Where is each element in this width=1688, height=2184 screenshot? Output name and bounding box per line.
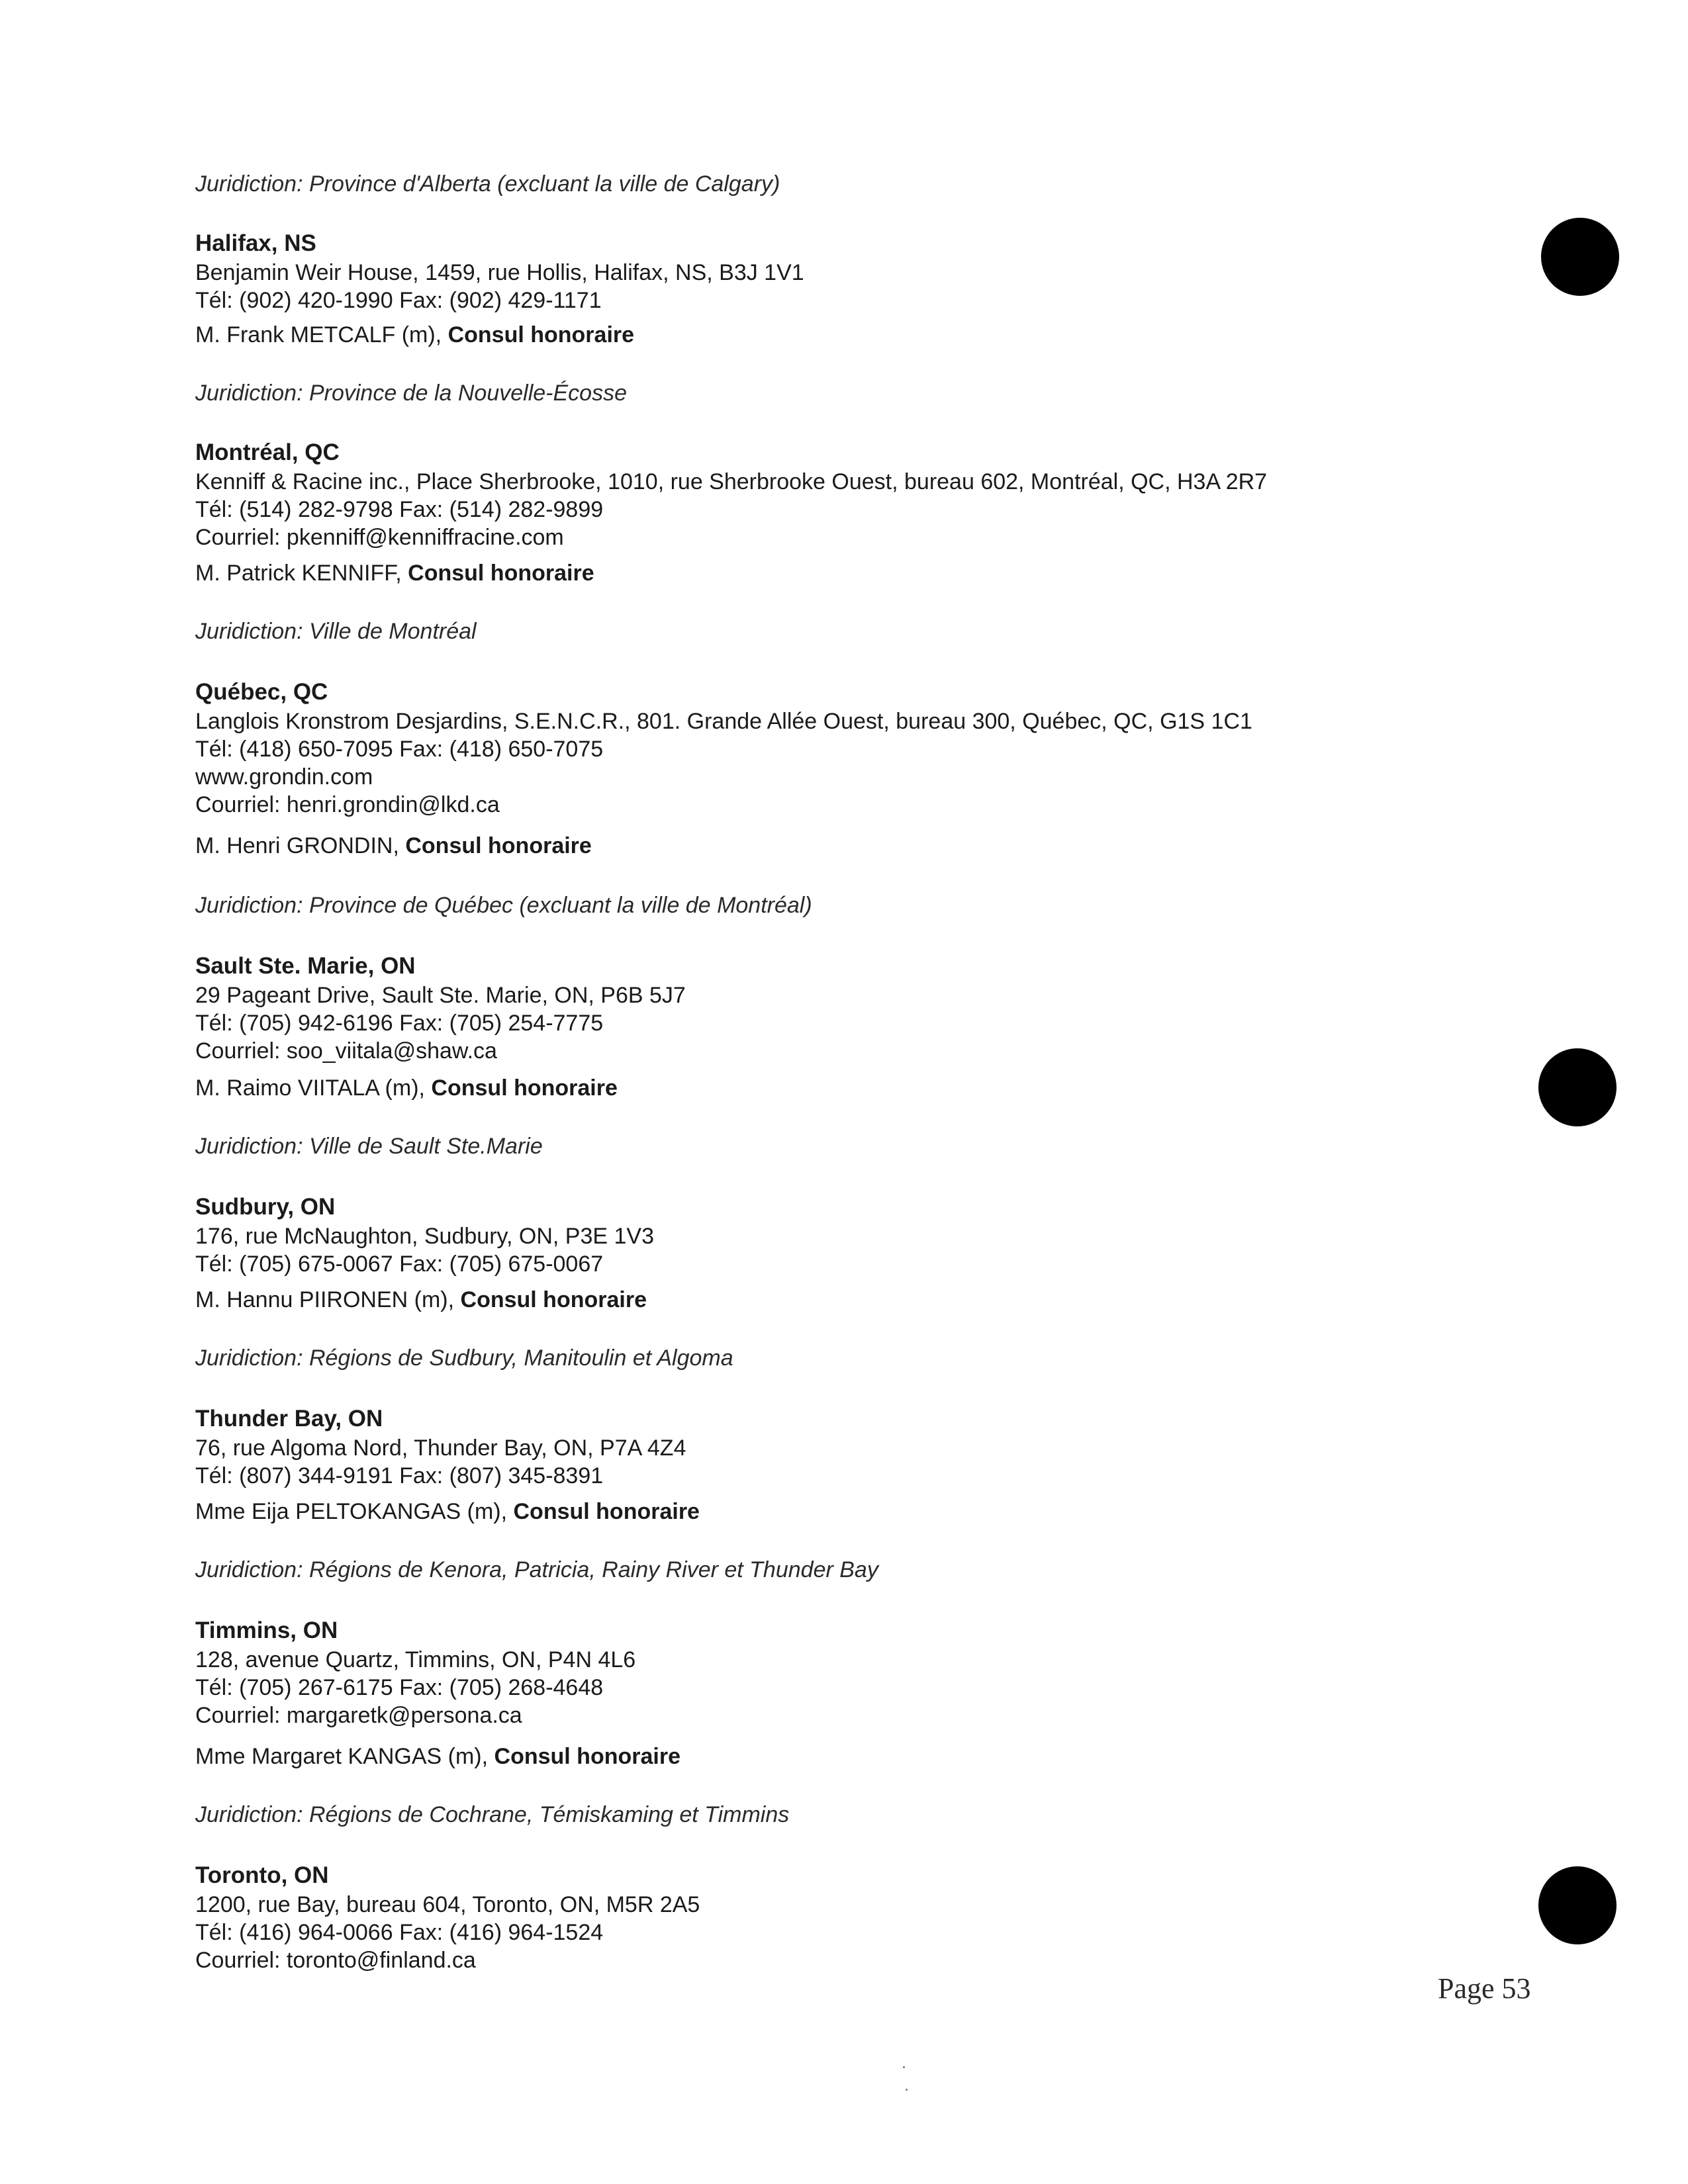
scan-speck [903, 2066, 905, 2068]
entry-address: 128, avenue Quartz, Timmins, ON, P4N 4L6 [195, 1647, 636, 1672]
contact-person: M. Raimo VIITALA (m), [195, 1075, 432, 1101]
contact-role: Consul honoraire [494, 1744, 680, 1769]
entry-address: 176, rue McNaughton, Sudbury, ON, P3E 1V3 [195, 1224, 654, 1249]
page-number: Page 53 [1438, 1972, 1531, 2005]
contact-role: Consul honoraire [513, 1499, 700, 1524]
entry-phone: Tél: (514) 282-9798 Fax: (514) 282-9899 [195, 497, 604, 522]
scan-speck [906, 2089, 908, 2091]
entry-address: Kenniff & Racine inc., Place Sherbrooke, 1010, rue Sherbrooke Ouest, bureau 602, Montréal, QC, H3A 2R7 [195, 469, 1268, 494]
entry-address: Benjamin Weir House, 1459, rue Hollis, Halifax, NS, B3J 1V1 [195, 260, 804, 285]
entry-website: www.grondin.com [195, 764, 373, 790]
entry-city: Halifax, NS [195, 230, 316, 256]
binder-hole [1538, 1866, 1617, 1944]
entry-city: Toronto, ON [195, 1862, 329, 1888]
entry-city: Sudbury, ON [195, 1194, 336, 1220]
entry-contact [195, 1743, 680, 1770]
jurisdiction-line: Juridiction: Régions de Cochrane, Témiskaming et Timmins [195, 1802, 790, 1827]
binder-hole [1541, 218, 1619, 296]
entry-contact [195, 322, 634, 348]
entry-phone: Tél: (705) 267-6175 Fax: (705) 268-4648 [195, 1675, 604, 1700]
entry-email: Courriel: pkenniff@kenniffracine.com [195, 525, 564, 550]
entry-city: Timmins, ON [195, 1617, 338, 1643]
entry-city: Québec, QC [195, 679, 328, 705]
entry-city: Montréal, QC [195, 439, 340, 465]
contact-role: Consul honoraire [447, 322, 635, 347]
entry-address: Langlois Kronstrom Desjardins, S.E.N.C.R., 801. Grande Allée Ouest, bureau 300, Québec, QC, G1S 1C1 [195, 709, 1252, 734]
contact-role: Consul honoraire [405, 833, 592, 858]
contact-person: M. Patrick KENNIFF, [195, 561, 408, 586]
jurisdiction-line: Juridiction: Province d'Alberta (excluant la ville de Calgary) [195, 171, 780, 197]
contact-person: Mme Margaret KANGAS (m), [195, 1744, 494, 1769]
entry-email: Courriel: toronto@finland.ca [195, 1948, 476, 1973]
entry-phone: Tél: (705) 675-0067 Fax: (705) 675-0067 [195, 1251, 604, 1277]
entry-address: 29 Pageant Drive, Sault Ste. Marie, ON, P6B 5J7 [195, 983, 686, 1008]
entry-phone: Tél: (807) 344-9191 Fax: (807) 345-8391 [195, 1463, 604, 1488]
entry-address: 1200, rue Bay, bureau 604, Toronto, ON, M5R 2A5 [195, 1892, 700, 1917]
entry-city: Sault Ste. Marie, ON [195, 953, 416, 979]
entry-email: Courriel: margaretk@persona.ca [195, 1703, 522, 1728]
entry-email: Courriel: soo_viitala@shaw.ca [195, 1038, 497, 1064]
entry-phone: Tél: (705) 942-6196 Fax: (705) 254-7775 [195, 1011, 604, 1036]
binder-hole [1538, 1048, 1617, 1126]
contact-person: M. Hannu PIIRONEN (m), [195, 1287, 461, 1312]
entry-city: Thunder Bay, ON [195, 1406, 383, 1432]
entry-email: Courriel: henri.grondin@lkd.ca [195, 792, 500, 817]
jurisdiction-line: Juridiction: Ville de Sault Ste.Marie [195, 1134, 543, 1159]
jurisdiction-line: Juridiction: Province de la Nouvelle-Écosse [195, 381, 627, 406]
jurisdiction-line: Juridiction: Province de Québec (excluant la ville de Montréal) [195, 893, 812, 918]
entry-contact [195, 833, 592, 859]
jurisdiction-line: Juridiction: Ville de Montréal [195, 619, 477, 644]
entry-contact [195, 1498, 700, 1525]
contact-person: Mme Eija PELTOKANGAS (m), [195, 1499, 514, 1524]
entry-phone: Tél: (418) 650-7095 Fax: (418) 650-7075 [195, 737, 604, 762]
entry-address: 76, rue Algoma Nord, Thunder Bay, ON, P7A 4Z4 [195, 1435, 686, 1461]
entry-phone: Tél: (902) 420-1990 Fax: (902) 429-1171 [195, 288, 602, 313]
contact-role: Consul honoraire [408, 561, 594, 586]
jurisdiction-line: Juridiction: Régions de Sudbury, Manitoulin et Algoma [195, 1345, 733, 1371]
entry-phone: Tél: (416) 964-0066 Fax: (416) 964-1524 [195, 1920, 604, 1945]
contact-person: M. Frank METCALF (m), [195, 322, 448, 347]
contact-person: M. Henri GRONDIN, [195, 833, 406, 858]
entry-contact [195, 1287, 647, 1313]
jurisdiction-line: Juridiction: Régions de Kenora, Patricia, Rainy River et Thunder Bay [195, 1557, 878, 1582]
entry-contact [195, 560, 594, 586]
entry-contact [195, 1075, 618, 1101]
contact-role: Consul honoraire [460, 1287, 647, 1312]
contact-role: Consul honoraire [431, 1075, 618, 1101]
